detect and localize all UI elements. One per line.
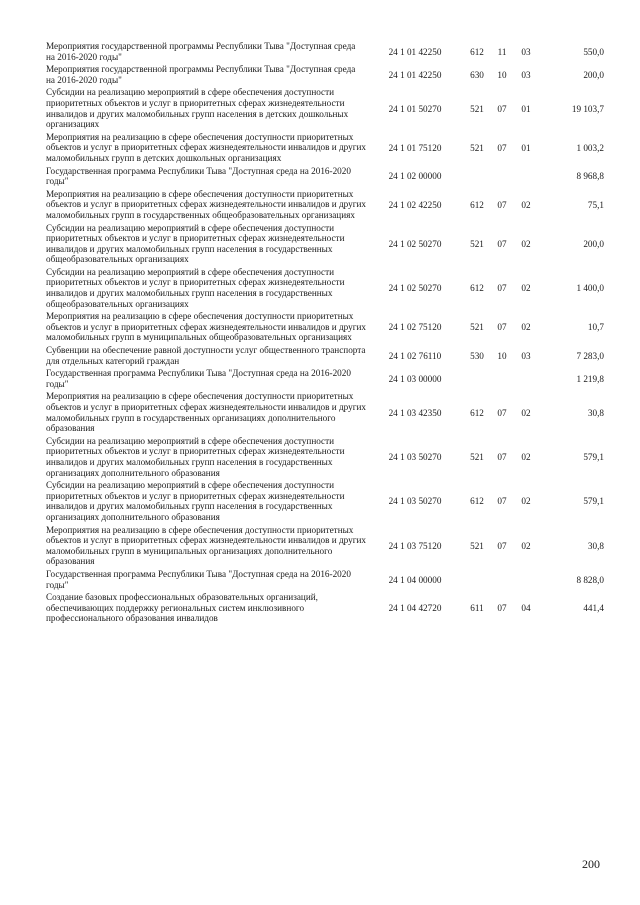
row-subsection: 02 (521, 283, 531, 294)
row-section: 07 (497, 540, 507, 551)
table-row (46, 390, 606, 434)
row-description: Мероприятия государственной программы Республики Тыва "Доступная среда на 2016-2020 годы" (46, 64, 356, 85)
row-target-code: 24 1 02 50270 (388, 238, 442, 249)
row-description: Субсидии на реализацию мероприятий в сфере обеспечения доступности приоритетных объектов и услуг в приоритетных сферах жизнедеятельности инвалидов и других маломобильных групп населения в государственных организациях дополнительного образования (46, 435, 345, 478)
row-expense-type: 530 (470, 350, 484, 361)
row-subsection: 03 (521, 69, 531, 80)
row-expense-type: 612 (470, 199, 484, 210)
row-expense-type: 630 (470, 69, 484, 80)
row-subsection: 02 (521, 199, 531, 210)
row-section: 07 (497, 199, 507, 210)
row-amount: 1 219,8 (576, 373, 604, 384)
row-amount: 7 283,0 (576, 350, 604, 361)
row-description: Субсидии на реализацию мероприятий в сфере обеспечения доступности приоритетных объектов и услуг в приоритетных сферах жизнедеятельности инвалидов и других маломобильных групп населения в государственных общеобразовательных организациях (46, 266, 345, 309)
row-subsection: 02 (521, 238, 531, 249)
row-expense-type: 612 (470, 283, 484, 294)
row-section: 10 (497, 350, 507, 361)
budget-table (46, 40, 606, 625)
row-expense-type: 612 (470, 496, 484, 507)
table-row (46, 266, 606, 310)
row-amount: 579,1 (583, 496, 604, 507)
row-amount: 550,0 (583, 46, 604, 57)
table-row (46, 131, 606, 165)
row-amount: 75,1 (587, 199, 604, 210)
row-expense-type: 521 (470, 238, 484, 249)
table-row (46, 188, 606, 222)
row-amount: 200,0 (583, 238, 604, 249)
row-amount: 8 828,0 (576, 574, 604, 585)
table-row (46, 310, 606, 344)
row-description: Государственная программа Республики Тыва "Доступная среда на 2016-2020 годы" (46, 165, 351, 187)
row-amount: 441,4 (583, 602, 604, 613)
row-target-code: 24 1 02 75120 (388, 322, 442, 333)
row-subsection: 02 (521, 407, 531, 418)
row-description: Создание базовых профессиональных образовательных организаций, обеспечивающих поддержку региональных систем инклюзивного профессионального образования инвалидов (46, 592, 318, 624)
row-amount: 200,0 (583, 69, 604, 80)
table-row (46, 222, 606, 266)
row-description: Мероприятия на реализацию в сфере обеспечения доступности приоритетных объектов и услуг в приоритетных сферах жизнедеятельности инвалидов и других маломобильных групп в муниципальных общеобразовательных организациях (46, 311, 367, 343)
row-description: Государственная программа Республики Тыва "Доступная среда на 2016-2020 годы" (46, 368, 351, 389)
table-row (46, 165, 606, 188)
row-description: Мероприятия на реализацию в сфере обеспечения доступности приоритетных объектов и услуг в приоритетных сферах жизнедеятельности инвалидов и других маломобильных групп в муниципальных организациях дополнительного образования (46, 524, 367, 567)
row-target-code: 24 1 03 42350 (388, 407, 442, 418)
row-subsection: 02 (521, 540, 531, 551)
row-target-code: 24 1 02 00000 (388, 171, 442, 182)
row-expense-type: 521 (470, 540, 484, 551)
table-row (46, 591, 606, 625)
row-description: Субсидии на реализацию мероприятий в сфере обеспечения доступности приоритетных объектов и услуг в приоритетных сферах жизнедеятельности инвалидов и других маломобильных групп населения в государственных общеобразовательных организациях (46, 222, 345, 265)
table-row (46, 86, 606, 130)
row-amount: 8 968,8 (576, 171, 604, 182)
row-target-code: 24 1 02 42250 (388, 199, 442, 210)
row-target-code: 24 1 01 75120 (388, 142, 442, 153)
row-expense-type: 521 (470, 451, 484, 462)
row-amount: 579,1 (583, 451, 604, 462)
row-amount: 30,8 (587, 540, 604, 551)
row-description: Субсидии на реализацию мероприятий в сфере обеспечения доступности приоритетных объектов и услуг в приоритетных сферах жизнедеятельности инвалидов и других маломобильных групп населения в детских дошкольных организациях (46, 87, 349, 130)
row-amount: 1 400,0 (576, 283, 604, 294)
row-target-code: 24 1 03 50270 (388, 496, 442, 507)
row-target-code: 24 1 03 50270 (388, 451, 442, 462)
row-expense-type: 521 (470, 103, 484, 114)
row-section: 07 (497, 283, 507, 294)
row-target-code: 24 1 03 75120 (388, 540, 442, 551)
table-row (46, 568, 606, 591)
row-section: 07 (497, 496, 507, 507)
row-target-code: 24 1 01 42250 (388, 46, 442, 57)
table-row (46, 524, 606, 568)
row-section: 07 (497, 602, 507, 613)
table-row (46, 40, 606, 63)
row-subsection: 03 (521, 46, 531, 57)
row-section: 07 (497, 451, 507, 462)
row-subsection: 01 (521, 103, 531, 114)
row-section: 07 (497, 238, 507, 249)
table-row (46, 344, 606, 367)
row-section: 07 (497, 142, 507, 153)
row-subsection: 03 (521, 350, 531, 361)
row-expense-type: 612 (470, 46, 484, 57)
row-amount: 19 103,7 (571, 103, 604, 114)
row-description: Мероприятия государственной программы Республики Тыва "Доступная среда на 2016-2020 годы" (46, 41, 356, 62)
row-amount: 1 003,2 (576, 142, 604, 153)
row-amount: 30,8 (587, 407, 604, 418)
row-description: Мероприятия на реализацию в сфере обеспечения доступности приоритетных объектов и услуг в приоритетных сферах жизнедеятельности инвалидов и других маломобильных групп в государственных общеобразовательных организациях (46, 188, 367, 220)
row-target-code: 24 1 01 42250 (388, 69, 442, 80)
row-description: Государственная программа Республики Тыва "Доступная среда на 2016-2020 годы" (46, 568, 351, 590)
row-description: Мероприятия на реализацию в сфере обеспечения доступности приоритетных объектов и услуг в приоритетных сферах жизнедеятельности инвалидов и других маломобильных групп в детских дошкольных организациях (46, 131, 367, 163)
row-target-code: 24 1 01 50270 (388, 103, 442, 114)
row-subsection: 04 (521, 602, 531, 613)
row-section: 07 (497, 103, 507, 114)
table-row (46, 367, 606, 390)
table-row (46, 435, 606, 479)
row-expense-type: 521 (470, 142, 484, 153)
row-subsection: 02 (521, 322, 531, 333)
row-expense-type: 521 (470, 322, 484, 333)
row-target-code: 24 1 04 00000 (388, 574, 442, 585)
row-description: Мероприятия на реализацию в сфере обеспечения доступности приоритетных объектов и услуг в приоритетных сферах жизнедеятельности инвалидов и других маломобильных групп в государственных организациях дополнительного образования (46, 391, 367, 434)
page-number: 200 (582, 857, 600, 871)
row-target-code: 24 1 04 42720 (388, 602, 442, 613)
row-section: 10 (497, 69, 507, 80)
row-amount: 10,7 (587, 322, 604, 333)
row-expense-type: 611 (470, 602, 484, 613)
row-subsection: 01 (521, 142, 531, 153)
table-row (46, 63, 606, 86)
row-target-code: 24 1 03 00000 (388, 373, 442, 384)
row-section: 07 (497, 322, 507, 333)
row-subsection: 02 (521, 496, 531, 507)
row-section: 11 (497, 46, 507, 57)
row-section: 07 (497, 407, 507, 418)
row-description: Субсидии на реализацию мероприятий в сфере обеспечения доступности приоритетных объектов и услуг в приоритетных сферах жизнедеятельности инвалидов и других маломобильных групп населения в государственных организациях дополнительного образования (46, 480, 345, 522)
row-target-code: 24 1 02 76110 (388, 350, 442, 361)
row-description: Субвенции на обеспечение равной доступности услуг общественного транспорта для отдельных категорий граждан (46, 345, 366, 366)
table-row (46, 479, 606, 523)
row-expense-type: 612 (470, 407, 484, 418)
row-subsection: 02 (521, 451, 531, 462)
row-target-code: 24 1 02 50270 (388, 283, 442, 294)
